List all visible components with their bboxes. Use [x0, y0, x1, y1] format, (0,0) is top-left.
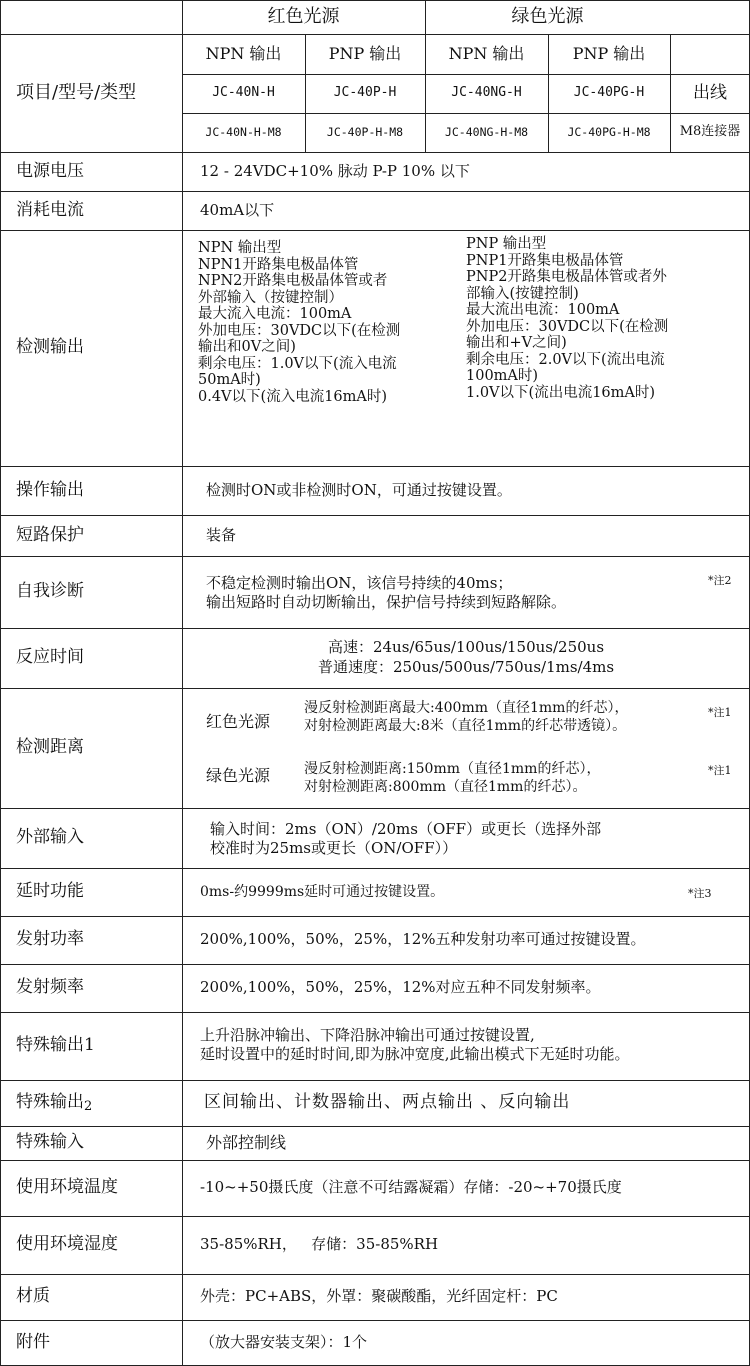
green-source-label: 绿色光源 — [206, 765, 271, 785]
spec-line: 上升沿脉冲输出、下降沿脉冲输出可通过按键设置, — [200, 1026, 535, 1044]
m8-connector-label: M8连接器 — [679, 124, 741, 140]
spec-line: 外加电压：30VDC以下(在检测 — [198, 322, 401, 339]
response-time-normal-speed: 普通速度：250us/500us/750us/1ms/4ms — [317, 658, 615, 677]
spec-line: PNP1开路集电极晶体管 — [466, 252, 624, 269]
row-label-current-consumption: 消耗电流 — [16, 199, 84, 220]
row-label-material: 材质 — [16, 1286, 50, 1307]
spec-line: 剩余电压：1.0V以下(流入电流 — [198, 355, 397, 372]
model-m8-cell: JC-40NG-H-M8 — [444, 124, 529, 139]
row-label-delay-function: 延时功能 — [16, 881, 84, 902]
row-label-special-output-1: 特殊输出1 — [16, 1035, 95, 1056]
accessory-value: （放大器安装支架）：1个 — [200, 1332, 368, 1351]
red-source-label: 红色光源 — [206, 711, 271, 731]
row-label-short-protection: 短路保护 — [16, 524, 84, 545]
npn-output-spec — [198, 240, 460, 405]
spec-line: 不稳定检测时输出ON，该信号持续的40ms； — [206, 574, 513, 592]
spec-line: NPN2开路集电极晶体管或者 — [198, 273, 388, 289]
spec-line: 输出和+V之间) — [466, 335, 567, 351]
model-m8-cell: JC-40N-H-M8 — [205, 124, 282, 139]
note-1-marker: *注1 — [708, 764, 732, 777]
material-value: 外壳：PC+ABS，外罩：聚碳酸酯，光纤固定杆：PC — [200, 1287, 558, 1306]
spec-line: 50mA时) — [198, 372, 261, 388]
row-label-special-input: 特殊输入 — [16, 1132, 84, 1153]
emission-power-value: 200%,100%，50%，25%，12%五种发射功率可通过按键设置。 — [200, 930, 646, 949]
red-source-distance — [304, 699, 628, 735]
spec-line: PNP2开路集电极晶体管或者外 — [466, 269, 667, 285]
note-2-marker: *注2 — [708, 574, 732, 587]
spec-line: 1.0V以下(流出电流16mA时) — [466, 384, 656, 401]
pnp-output-header-green: PNP 输出 — [572, 43, 646, 63]
row-label-emission-power: 发射功率 — [16, 929, 84, 950]
npn-output-header: NPN 输出 — [205, 43, 282, 63]
npn-output-header-green: NPN 输出 — [448, 43, 525, 63]
short-protection-value: 装备 — [206, 525, 237, 544]
spec-line: 输出和0V之间) — [198, 339, 296, 355]
row-label-detection-output: 检测输出 — [16, 337, 84, 358]
model-cell: JC-40N-H — [212, 85, 275, 101]
row-label-self-diagnosis: 自我诊断 — [16, 581, 84, 602]
row-label-detection-distance: 检测距离 — [16, 737, 84, 758]
spec-line: 校准时为25ms或更长（ON/OFF）） — [210, 839, 458, 857]
row-label-power-voltage: 电源电压 — [16, 160, 84, 181]
row-label-special-output-2 — [0, 1080, 182, 1126]
model-cell: JC-40PG-H — [573, 85, 645, 101]
spec-line: 输出短路时自动切断输出，保护信号持续到短路解除。 — [206, 593, 567, 611]
green-source-distance — [304, 760, 600, 796]
spec-line: 0.4V以下(流入电流16mA时) — [198, 388, 388, 405]
spec-line: 外加电压：30VDC以下(在检测 — [466, 318, 669, 335]
row-label-emission-frequency: 发射频率 — [16, 977, 84, 998]
note-1-marker: *注1 — [708, 706, 732, 719]
spec-line: 外部输入（按键控制） — [198, 289, 343, 306]
row-label-response-time: 反应时间 — [16, 647, 84, 668]
delay-function-value: 0ms-约9999ms延时可通过按键设置。 — [200, 883, 445, 900]
row-label-accessory: 附件 — [16, 1331, 50, 1352]
header-green-source: 绿色光源 — [511, 5, 584, 27]
pnp-output-header: PNP 输出 — [328, 43, 402, 63]
special-output-2-value: 区间输出、计数器输出、两点输出 、反向输出 — [204, 1092, 571, 1113]
current-consumption-value: 40mA以下 — [200, 200, 275, 219]
spec-line: 漫反射检测距离:150mm（直径1mm的纤芯）， — [304, 761, 601, 777]
power-voltage-value: 12 - 24VDC+10% 脉动 P-P 10% 以下 — [200, 161, 470, 180]
column-divider — [182, 0, 183, 1366]
spec-line: 部输入(按键控制) — [466, 285, 579, 302]
special-output-2-label: 特殊输出 — [16, 1092, 84, 1113]
spec-line: NPN 输出型 — [198, 240, 282, 256]
emission-frequency-value: 200%,100%，50%，25%，12%对应五种不同发射频率。 — [200, 978, 601, 997]
model-cell: JC-40NG-H — [451, 85, 522, 101]
model-m8-cell: JC-40P-H-M8 — [326, 124, 404, 139]
special-output-1-value — [200, 1026, 630, 1064]
special-output-2-subscript: 2 — [84, 1098, 93, 1114]
response-time-high-speed: 高速：24us/65us/100us/150us/250us — [327, 638, 605, 657]
row-label-operating-humidity: 使用环境湿度 — [16, 1234, 118, 1255]
note-3-marker: *注3 — [688, 887, 712, 900]
operation-output-value: 检测时ON或非检测时ON，可通过按键设置。 — [206, 480, 512, 499]
spec-line: 最大流出电流：100mA — [466, 302, 620, 318]
cable-type-label: 出线 — [693, 82, 727, 103]
spec-line: 延时设置中的延时时间,即为脉冲宽度,此输出模式下无延时功能。 — [200, 1045, 630, 1063]
model-m8-cell: JC-40PG-H-M8 — [567, 124, 651, 139]
item-model-type-label: 项目/型号/类型 — [16, 81, 137, 103]
row-label-operating-temperature: 使用环境温度 — [16, 1177, 118, 1198]
spec-line: NPN1开路集电极晶体管 — [198, 256, 359, 273]
operating-temperature-value: -10~+50摄氏度（注意不可结露凝霜）存储：-20~+70摄氏度 — [200, 1178, 622, 1197]
row-label-external-input: 外部输入 — [16, 827, 84, 848]
spec-line: 100mA时) — [466, 368, 539, 384]
row-label-operation-output: 操作输出 — [16, 479, 84, 500]
pnp-output-spec — [466, 236, 746, 401]
spec-line: 最大流入电流：100mA — [198, 306, 352, 322]
header-red-source: 红色光源 — [267, 5, 340, 27]
spec-line: 对射检测距离最大:8米（直径1mm的纤芯带透镜）。 — [304, 718, 627, 734]
spec-line: PNP 输出型 — [466, 236, 547, 252]
self-diagnosis-value — [206, 574, 566, 612]
model-cell: JC-40P-H — [333, 85, 397, 101]
spec-line: 漫反射检测距离最大:400mm（直径1mm的纤芯）， — [304, 700, 629, 716]
spec-line: 剩余电压：2.0V以下(流出电流 — [466, 351, 665, 368]
special-input-value: 外部控制线 — [206, 1132, 287, 1152]
operating-humidity-value: 35-85%RH， 存储：35-85%RH — [200, 1235, 439, 1254]
spec-line: 输入时间：2ms（ON）/20ms（OFF）或更长（选择外部 — [210, 820, 602, 838]
external-input-value — [210, 820, 601, 858]
spec-line: 对射检测距离:800mm（直径1mm的纤芯）。 — [304, 779, 587, 795]
